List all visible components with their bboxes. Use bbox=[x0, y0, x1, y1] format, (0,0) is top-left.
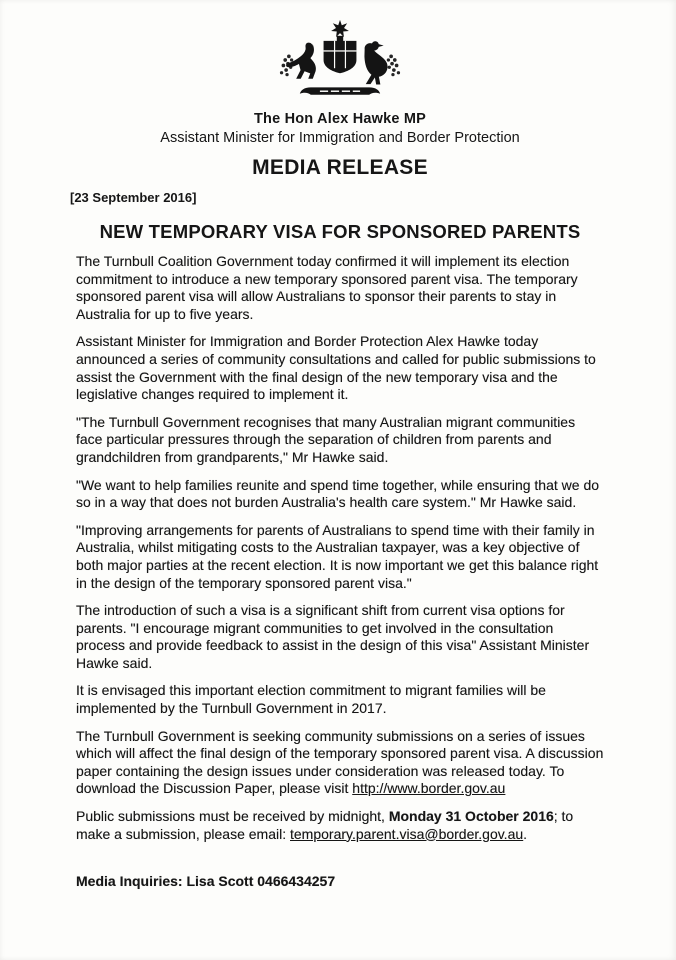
minister-title: Assistant Minister for Immigration and Border Protection bbox=[160, 130, 520, 146]
scroll-banner bbox=[300, 87, 380, 94]
emu-silhouette bbox=[364, 41, 387, 84]
paragraph-2: Assistant Minister for Immigration and Border Protection Alex Hawke today announced a series of community consultations and called for public submissions to assist the Government with the final design of the new temporary visa and the legislative changes required to implement it. bbox=[76, 333, 596, 403]
wattle-spray-right bbox=[387, 55, 400, 77]
paragraph-6: The introduction of such a visa is a significant shift from current visa options for parents. "I encourage migrant communities to get involved in the consultation process and provide feedback to assist in the design of this visa" Assistant Minister Hawke said. bbox=[76, 602, 590, 671]
release-type-heading: MEDIA RELEASE bbox=[252, 156, 428, 179]
submission-deadline: Monday 31 October 2016 bbox=[388, 808, 554, 825]
discussion-paper-link[interactable]: http://www.border.gov.au bbox=[352, 780, 506, 797]
paragraph-3: "The Turnbull Government recognises that many Australian migrant communities face particular pressures through the separation of children from parents and grandchildren from grandparents," Mr Hawke said. bbox=[76, 413, 576, 465]
paragraph-4: "We want to help families reunite and spend time together, while ensuring that we do so in a way that does not burden Australia's health care system." Mr Hawke said. bbox=[76, 476, 600, 511]
document-header bbox=[76, 16, 604, 180]
commonwealth-star-icon bbox=[331, 20, 349, 37]
australian-coat-of-arms-icon bbox=[276, 18, 404, 102]
paragraph-5: "Improving arrangements for parents of Australians to spend time with their family in Australia, whilst mitigating costs to the Australian taxpayer, was a key objective of both major parties at the recent election. It is now important we get this balance right in the design of the temporary sponsored parent visa." bbox=[76, 521, 599, 591]
paragraph-9-text-3: . bbox=[523, 825, 528, 842]
date-line: [23 September 2016] bbox=[70, 190, 197, 205]
paragraph-1: The Turnbull Coalition Government today confirmed it will implement its election commitment to introduce a new temporary sponsored parent visa. The temporary sponsored parent visa will allow Australians to sponsor their parents to stay in Australia for up to five years. bbox=[76, 253, 578, 322]
paragraph-9-text-2: ; to make a submission, please email: bbox=[76, 808, 574, 842]
paragraph-7: It is envisaged this important election commitment to migrant families will be implemented by the Turnbull Government in 2017. bbox=[76, 682, 546, 717]
headline: NEW TEMPORARY VISA FOR SPONSORED PARENTS bbox=[99, 221, 581, 242]
paragraph-9 bbox=[76, 808, 604, 843]
submission-email-link[interactable]: temporary.parent.visa@border.gov.au bbox=[290, 825, 524, 842]
paragraph-9-text-1: Public submissions must be received by midnight, bbox=[76, 808, 389, 825]
paragraph-8 bbox=[76, 728, 604, 798]
document-body bbox=[76, 253, 604, 891]
paragraph-8-text: The Turnbull Government is seeking community submissions on a series of issues which will affect the final design of the temporary sponsored parent visa. A discussion paper containing the design issues under consideration was released today. To download the Discussion Paper, please visit bbox=[76, 727, 604, 797]
minister-name: The Hon Alex Hawke MP bbox=[253, 111, 427, 127]
media-contact: Media Inquiries: Lisa Scott 0466434257 bbox=[76, 873, 336, 890]
